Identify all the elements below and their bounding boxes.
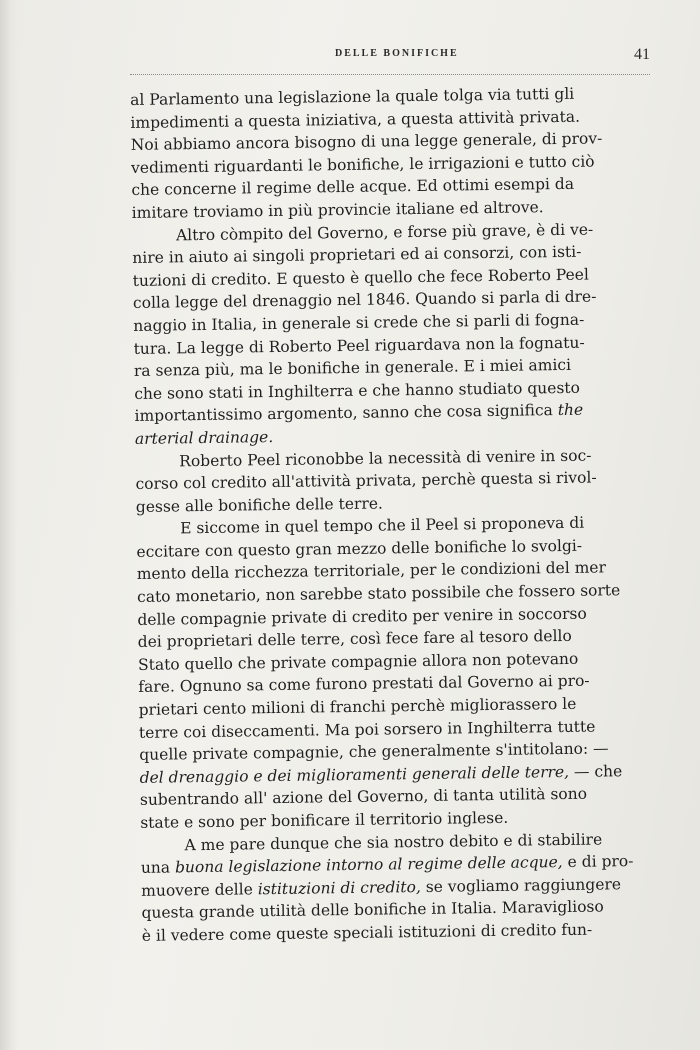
- text-line: corso col credito all'attività privata, perchè questa si rivol-: [135, 468, 597, 494]
- text-line: Altro còmpito del Governo, e forse più grave, è di ve-: [175, 220, 594, 244]
- text-line: state e sono per bonificare il territorio inglese.: [140, 808, 509, 832]
- text-line: nire in aiuto ai singoli proprietari ed ai consorzi, con isti-: [132, 242, 582, 268]
- text-line: cato monetario, non sarebbe stato possibile che fossero sorte: [136, 581, 621, 607]
- text-segment: — che: [568, 762, 623, 781]
- text-line: A me pare dunque che sia nostro debito e di stabilire: [184, 830, 603, 854]
- text-segment: importantissimo argomento, sanno che cosa significa: [134, 401, 553, 426]
- paragraph-5: [140, 827, 666, 947]
- text-line: imitare troviamo in più provincie italiane ed altrove.: [131, 198, 544, 222]
- text-line: questa grande utilità delle bonifiche in Italia. Maraviglioso: [141, 897, 604, 923]
- text-line: impedimenti a questa iniziativa, a questa attività privata.: [130, 107, 581, 132]
- italic-phrase: del drenaggio e dei miglioramenti generali delle terre,: [139, 762, 570, 787]
- paragraph-2: [132, 217, 659, 450]
- paragraph-1: [130, 82, 656, 225]
- text-segment: e di pro-: [567, 852, 634, 872]
- text-line: Roberto Peel riconobbe la necessità di venire in soc-: [179, 446, 592, 470]
- paragraph-3: [135, 443, 660, 518]
- text-line: è il vedere come queste speciali istituzioni di credito fun-: [141, 920, 593, 945]
- text-line: gesse alle bonifiche delle terre.: [135, 494, 384, 516]
- text-line: Noi abbiamo ancora bisogno di una legge generale, di prov-: [130, 129, 603, 155]
- text-line: mento della ricchezza territoriale, per le condizioni del mer: [136, 558, 607, 584]
- italic-phrase: arterial drainage.: [134, 427, 274, 448]
- text-line: ra senza più, ma le bonifiche in generale. E i miei amici: [133, 355, 572, 381]
- text-line: tuzioni di credito. E questo è quello che fece Roberto Peel: [132, 265, 589, 290]
- text-line: che sono stati in Inghilterra e che hanno studiato questo: [134, 378, 581, 403]
- text-segment: se vogliamo raggiungere: [425, 875, 622, 896]
- text-line: E siccome in quel tempo che il Peel si proponeva di: [180, 513, 585, 538]
- italic-phrase: the: [552, 401, 584, 420]
- page-header: [130, 46, 652, 68]
- paragraph-4: [136, 511, 664, 835]
- text-line: terre coi diseccamenti. Ma poi sorsero in Inghilterra tutte: [138, 717, 596, 742]
- text-segment: muovere delle: [141, 880, 253, 900]
- header-rule: [130, 74, 650, 75]
- text-line: naggio in Italia, in generale si crede che si parli di fogna-: [133, 310, 585, 335]
- page-gutter-shadow: [0, 0, 18, 1050]
- text-segment: una: [140, 858, 171, 878]
- page-number: 41: [634, 46, 650, 63]
- running-head: DELLE BONIFICHE: [335, 48, 459, 59]
- text-line: che concerne il regime delle acque. Ed ottimi esempi da: [131, 175, 575, 200]
- italic-phrase: buona legislazione intorno al regime delle acque,: [174, 853, 563, 877]
- text-line: tura. La legge di Roberto Peel riguardava non la fognatu-: [133, 333, 585, 358]
- text-line: fare. Ognuno sa come furono prestati dal Governo ai pro-: [138, 672, 590, 697]
- body-text: [130, 82, 666, 948]
- text-line: prietari cento milioni di franchi perchè migliorassero le: [138, 694, 577, 719]
- text-line: al Parlamento una legislazione la quale tolga via tutti gli: [130, 84, 575, 109]
- text-line: quelle private compagnie, che generalmente s'intitolano: —: [139, 739, 609, 765]
- text-line: subentrando all' azione del Governo, di tanta utilità sono: [139, 785, 588, 810]
- text-line: dei proprietari delle terre, così fece fare al tesoro dello: [137, 627, 572, 652]
- text-line: eccitare con questo gran mezzo delle bonifiche lo svolgi-: [136, 536, 583, 561]
- text-line: vedimenti riguardanti le bonifiche, le irrigazioni e tutto ciò: [130, 152, 595, 177]
- text-line: Stato quello che private compagnie allora non potevano: [137, 649, 579, 674]
- text-line: colla legge del drenaggio nel 1846. Quando si parla di dre-: [132, 287, 597, 313]
- italic-phrase: istituzioni di credito,: [257, 877, 421, 899]
- text-line: delle compagnie private di credito per venire in soccorso: [137, 604, 587, 629]
